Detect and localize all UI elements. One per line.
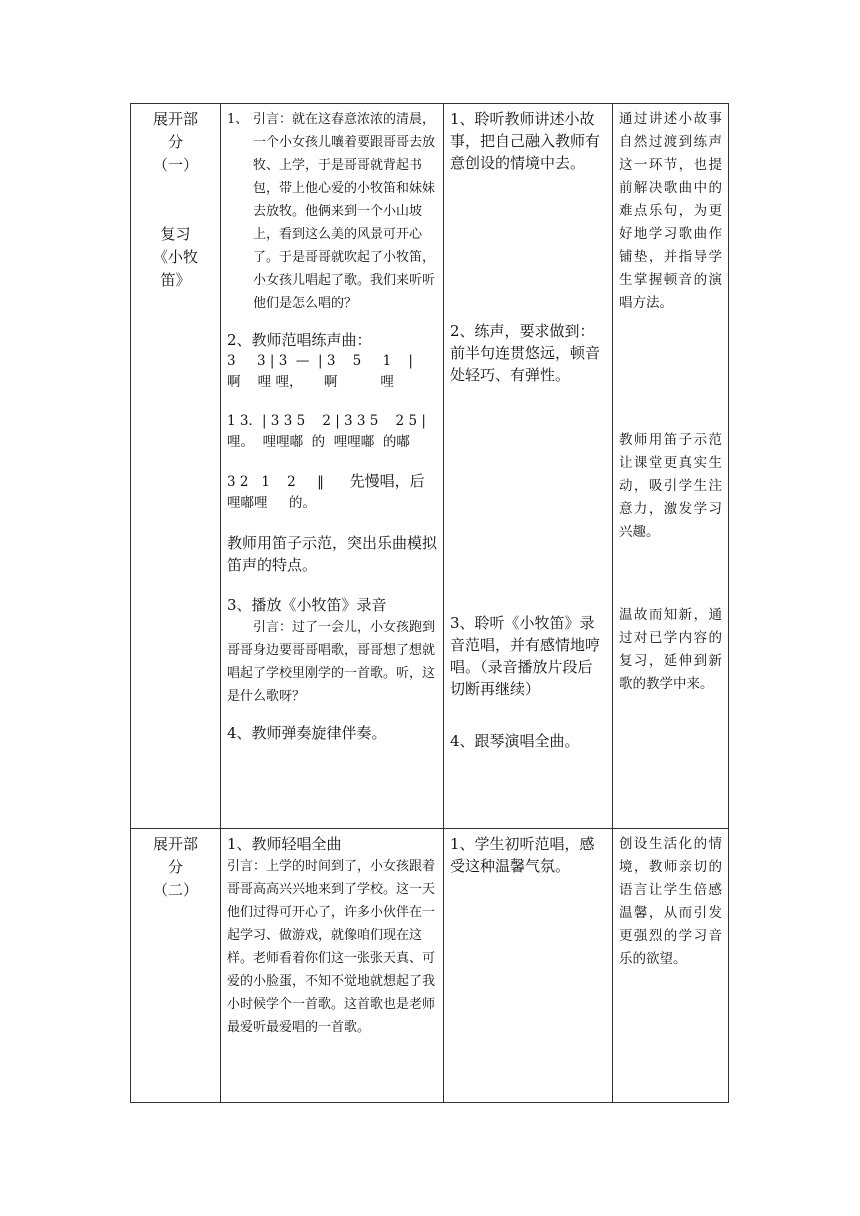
notation-line-2: 1 3．| 3 3 5 2 | 3 3 5 2 5 | [227,413,426,429]
section2-student-item1: 1、学生初听范唱，感受这种温馨气氛。 [450,835,595,875]
student-item1: 1、聆听教师讲述小故事，把自己融入教师有意创设的情境中去。 [450,110,601,172]
section2-teacher-cell [221,829,444,1103]
teacher-item3: 3、播放《小牧笛》录音 [227,596,387,614]
section1-stage-sub-line2: 《小牧笛》 [152,248,198,289]
intent-p3: 温故而知新，通过对已学内容的复习，延伸到新歌的教学中来。 [619,607,722,692]
intent-p2: 教师用笛子示范让课堂更真实生动，吸引学生注意力，激发学习兴趣。 [619,432,722,540]
teacher-item1-text: 引言：就在这春意浓浓的清晨，一个小女孩儿嚷着要跟哥哥去放牧、上学，于是哥哥就背起书包，带上他心爱的小牧笛和妹妹去放牧。他俩来到一个小山坡上，看到这么美的风景可开心了。于是哥哥就吹起了小牧笛，小女孩儿唱起了歌。我们来听听他们是怎么唱的？ [253,112,436,311]
notation-line-1: 3 3 | 3 — | 3 5 1 | [227,353,413,369]
student-item4: 4、跟琴演唱全曲。 [450,732,580,750]
section1-intent-cell [613,104,729,829]
notation-line-3-note: 先慢唱，后 [349,472,425,490]
lyrics-line-1: 啊 哩 哩， 啊 哩 [227,374,394,390]
student-item2: 2、练声，要求做到：前半句连贯悠远，顿音处轻巧、有弹性。 [450,322,601,384]
section1-student-cell [444,104,613,829]
intent-p1: 通过讲述小故事自然过渡到练声这一环节，也提前解决歌曲中的难点乐句，为更好地学习歌曲作铺垫，并指导学生掌握顿音的演唱方法。 [619,111,722,311]
section1-stage-title: 展开部分（一） [152,110,198,174]
teacher-item4: 4、教师弹奏旋律伴奏。 [227,724,387,742]
section2-teacher-item1: 1、教师轻唱全曲 [227,835,342,853]
teacher-flute-note: 教师用笛子示范，突出乐曲模拟笛声的特点。 [227,534,438,574]
lyrics-line-3: 哩嘟哩 的。 [227,495,316,511]
teacher-item1-label: 1、 [227,112,249,127]
teacher-item2: 2、教师范唱练声曲： [227,331,372,349]
section2-stage-title: 展开部分（二） [152,835,198,899]
section1-stage-cell [131,104,221,829]
section2-student-cell [444,829,613,1103]
section1-stage-sub-line1: 复习 [160,225,191,243]
student-item3: 3、聆听《小牧笛》录音范唱，并有感情地哼唱。（录音播放片段后切断再继续） [450,614,601,698]
teacher-item3-intro: 引言：过了一会儿，小女孩跑到哥哥身边要哥哥唱歌，哥哥想了想就唱起了学校里刚学的一首歌。听，这是什么歌呀？ [227,620,436,704]
section2-stage-cell [131,829,221,1103]
section2-teacher-intro: 引言：上学的时间到了，小女孩跟着哥哥高高兴兴地来到了学校。这一天他们过得可开心了，许多小伙伴在一起学习、做游戏，就像咱们现在这样。老师看着你们这一张张天真、可爱的小脸蛋，不知不觉地就想起了我小时候学个一首歌。这首歌也是老师最爱听最爱唱的一首歌。 [227,859,436,1035]
section2-intent-p1: 创设生活化的情境，教师亲切的语言让学生倍感温馨，从而引发更强烈的学习音乐的欲望。 [619,836,722,967]
lyrics-line-2: 哩。 哩哩嘟 的 哩哩嘟 的嘟 [227,434,410,450]
section1-row [131,104,729,829]
lesson-plan-table [130,103,729,1103]
section2-intent-cell [613,829,729,1103]
section1-teacher-cell [221,104,444,829]
notation-line-3-notes: 3 2 1 2 ‖ [227,474,324,490]
notation-line-3 [227,471,437,493]
section2-row [131,829,729,1103]
